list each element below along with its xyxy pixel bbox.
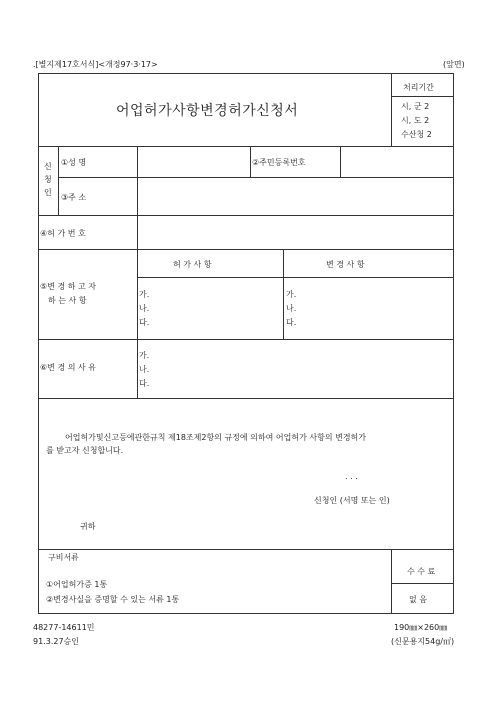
license-item: 나. [139,304,150,313]
processing-period-label: 처리기간 [403,83,434,92]
required-document: ②변경사실을 증명할 수 있는 서류 1통 [46,595,180,604]
license-number-label: ④허 가 번 호 [40,229,86,238]
license-item: 가. [139,290,150,299]
reason-item: 가. [139,351,150,360]
reason-item: 다. [139,379,150,388]
paper-size: 190㎜×260㎜ [394,623,448,632]
change-items-label-2: 하 는 사 항 [48,296,87,305]
applicant-group-label: 인 [44,188,52,197]
reason-item: 나. [139,365,150,374]
change-reason-label: ⑥변 경 의 사 유 [40,363,96,372]
processing-row: 시, 군 2 [401,102,430,111]
applicant-group-label: 청 [44,175,52,184]
form-title: 어업허가사항변경허가신청서 [116,103,299,119]
page-side-label: (앞면) [443,60,465,69]
license-items-header: 허 가 사 항 [173,260,212,269]
fee-value: 없 음 [409,595,427,604]
license-number-field[interactable] [138,216,453,248]
name-label: ①성 명 [61,158,87,167]
fee-label: 수 수 료 [407,567,436,576]
name-field[interactable] [138,147,249,176]
statement-line: 를 받고자 신청합니다. [46,446,124,455]
application-date: . . . [345,472,358,481]
processing-row: 시, 도 2 [401,116,430,125]
address-label: ③주 소 [61,193,87,202]
signature-field[interactable] [372,492,434,506]
changed-items-field[interactable] [299,279,453,338]
applicant-signature: 신청인 (서명 또는 인) [314,496,390,505]
paper-type: (신문용지54g/㎡) [391,637,455,646]
resident-id-field[interactable] [341,147,453,176]
changed-item: 가. [286,290,297,299]
change-items-label: ⑤변 경 하 고 자 [40,282,96,291]
form-reference: .[별지제17호서식]<개정97·3·17> [33,60,158,69]
required-document: ①어업허가증 1통 [46,580,108,589]
changed-item: 다. [286,318,297,327]
statement-line: 어업허가및신고등에관한규칙 제18조제2항의 규정에 의하여 어업허가 사항의 변경허가 [65,433,367,442]
applicant-group-label: 신 [44,162,52,171]
changed-items-header: 변 경 사 항 [326,260,365,269]
changed-item: 나. [286,304,297,313]
processing-row: 수산청 2 [401,130,432,139]
address-field[interactable] [138,178,453,214]
approval-date: 91.3.27승인 [33,637,79,646]
license-items-field[interactable] [152,279,282,338]
required-documents-title: 구비서류 [48,553,79,562]
form-code: 48277-14611민 [33,623,95,632]
addressee: 귀하 [80,522,96,531]
resident-id-label: ②주민등록번호 [252,158,306,167]
change-reason-field[interactable] [152,341,453,397]
license-item: 다. [139,318,150,327]
